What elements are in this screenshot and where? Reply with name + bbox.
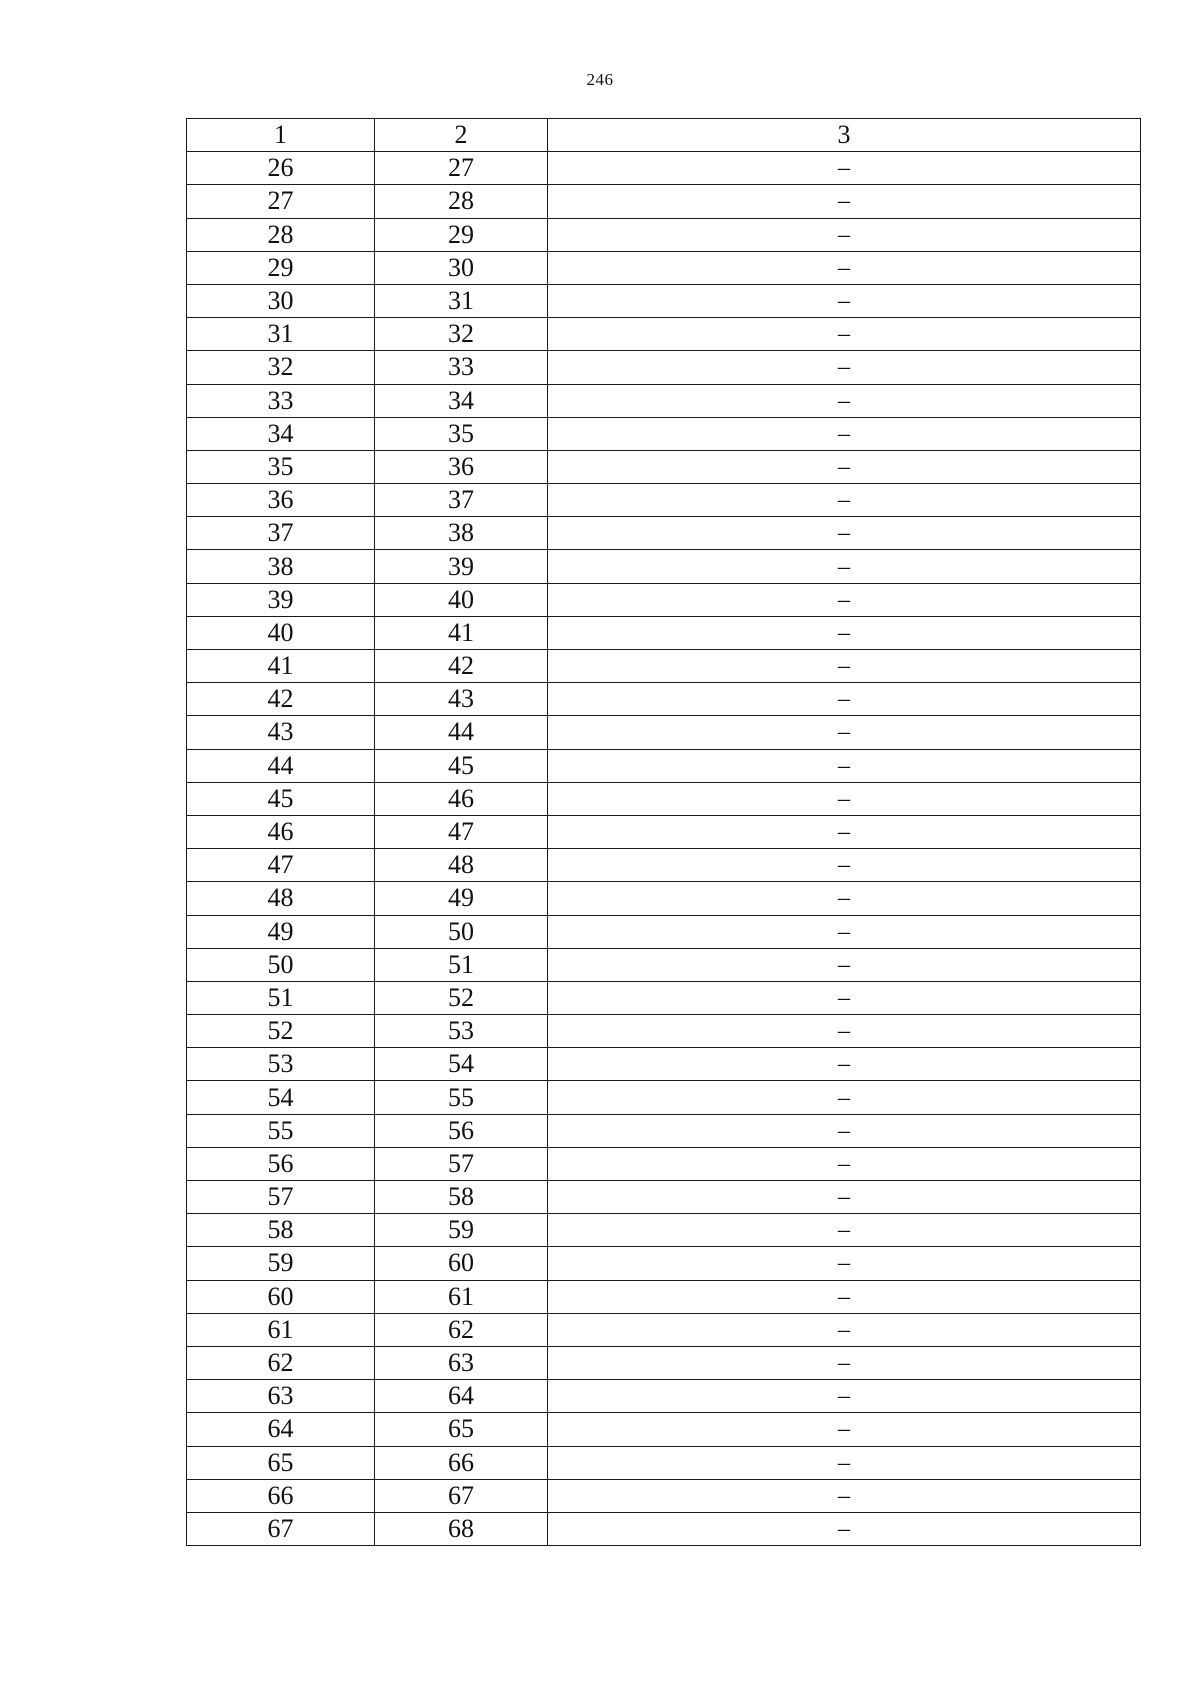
table-cell-col-2: 47 <box>375 815 548 848</box>
table-cell-col-3: – <box>548 1247 1141 1280</box>
table-cell-col-1: 35 <box>187 450 375 483</box>
table-cell-col-3: – <box>548 1048 1141 1081</box>
table-cell-col-3: – <box>548 716 1141 749</box>
table-cell-col-1: 54 <box>187 1081 375 1114</box>
table-cell-col-2: 63 <box>375 1346 548 1379</box>
table-cell-col-1: 41 <box>187 650 375 683</box>
table-cell-col-2: 46 <box>375 782 548 815</box>
table-cell-col-1: 46 <box>187 815 375 848</box>
table-cell-col-2: 55 <box>375 1081 548 1114</box>
table-cell-col-3: – <box>548 284 1141 317</box>
table-cell-col-2: 34 <box>375 384 548 417</box>
table-cell-col-2: 56 <box>375 1114 548 1147</box>
table-cell-col-2: 54 <box>375 1048 548 1081</box>
table-row <box>187 1280 1141 1313</box>
table-cell-col-2: 49 <box>375 882 548 915</box>
table-cell-col-2: 32 <box>375 318 548 351</box>
table-cell-col-2: 38 <box>375 517 548 550</box>
table-cell-col-1: 37 <box>187 517 375 550</box>
table-row <box>187 384 1141 417</box>
table-cell-col-3: – <box>548 1280 1141 1313</box>
table-cell-col-2: 48 <box>375 849 548 882</box>
table-cell-col-1: 32 <box>187 351 375 384</box>
table-cell-col-1: 31 <box>187 318 375 351</box>
table-cell-col-3: – <box>548 815 1141 848</box>
table-cell-col-3: – <box>548 1346 1141 1379</box>
table-cell-col-1: 34 <box>187 417 375 450</box>
table-cell-col-3: – <box>548 1313 1141 1346</box>
table-row <box>187 1512 1141 1545</box>
table-cell-col-2: 51 <box>375 948 548 981</box>
table-cell-col-2: 44 <box>375 716 548 749</box>
table-cell-col-3: – <box>548 450 1141 483</box>
table-cell-col-2: 58 <box>375 1181 548 1214</box>
table-cell-col-3: – <box>548 882 1141 915</box>
table-cell-col-2: 50 <box>375 915 548 948</box>
table-cell-col-2: 29 <box>375 218 548 251</box>
table-cell-col-3: – <box>548 1446 1141 1479</box>
table-cell-col-3: – <box>548 948 1141 981</box>
table-cell-col-1: 45 <box>187 782 375 815</box>
table-cell-col-2: 68 <box>375 1512 548 1545</box>
table-row <box>187 351 1141 384</box>
table-cell-col-2: 60 <box>375 1247 548 1280</box>
table-row <box>187 981 1141 1014</box>
table-cell-col-3: – <box>548 849 1141 882</box>
table-body <box>187 152 1141 1546</box>
table-cell-col-2: 53 <box>375 1015 548 1048</box>
table-row <box>187 517 1141 550</box>
table-cell-col-3: – <box>548 1081 1141 1114</box>
table-row <box>187 1479 1141 1512</box>
table-cell-col-1: 59 <box>187 1247 375 1280</box>
table-cell-col-1: 57 <box>187 1181 375 1214</box>
table-cell-col-2: 28 <box>375 185 548 218</box>
table-cell-col-3: – <box>548 782 1141 815</box>
table-cell-col-1: 26 <box>187 152 375 185</box>
table-cell-col-1: 33 <box>187 384 375 417</box>
table-cell-col-1: 47 <box>187 849 375 882</box>
table-cell-col-3: – <box>548 915 1141 948</box>
table-cell-col-3: – <box>548 1413 1141 1446</box>
table-row <box>187 1114 1141 1147</box>
table-row <box>187 915 1141 948</box>
table-cell-col-1: 55 <box>187 1114 375 1147</box>
table-cell-col-1: 36 <box>187 484 375 517</box>
table-cell-col-1: 65 <box>187 1446 375 1479</box>
table-cell-col-3: – <box>548 1214 1141 1247</box>
column-header-2: 2 <box>375 119 548 152</box>
table-row <box>187 1313 1141 1346</box>
table-row <box>187 152 1141 185</box>
table-cell-col-2: 59 <box>375 1214 548 1247</box>
table-cell-col-1: 66 <box>187 1479 375 1512</box>
table-cell-col-3: – <box>548 1147 1141 1180</box>
table-cell-col-3: – <box>548 1380 1141 1413</box>
table-cell-col-2: 62 <box>375 1313 548 1346</box>
table-row <box>187 318 1141 351</box>
table-cell-col-3: – <box>548 1479 1141 1512</box>
table-row <box>187 1346 1141 1379</box>
table-cell-col-1: 44 <box>187 749 375 782</box>
table-row <box>187 1380 1141 1413</box>
table-cell-col-1: 43 <box>187 716 375 749</box>
table-cell-col-3: – <box>548 650 1141 683</box>
table-row <box>187 849 1141 882</box>
table-cell-col-1: 53 <box>187 1048 375 1081</box>
table-cell-col-3: – <box>548 185 1141 218</box>
table-cell-col-3: – <box>548 1181 1141 1214</box>
column-header-1: 1 <box>187 119 375 152</box>
table-cell-col-2: 39 <box>375 550 548 583</box>
table-cell-col-2: 42 <box>375 650 548 683</box>
table-cell-col-3: – <box>548 152 1141 185</box>
table-cell-col-2: 40 <box>375 583 548 616</box>
table-cell-col-2: 37 <box>375 484 548 517</box>
table-cell-col-1: 62 <box>187 1346 375 1379</box>
table-row <box>187 749 1141 782</box>
page-number: 246 <box>586 70 614 89</box>
table-cell-col-1: 27 <box>187 185 375 218</box>
table-row <box>187 1147 1141 1180</box>
data-table <box>186 118 1141 1546</box>
table-cell-col-2: 33 <box>375 351 548 384</box>
table-row <box>187 284 1141 317</box>
table-row <box>187 1048 1141 1081</box>
table-row <box>187 185 1141 218</box>
table-cell-col-1: 40 <box>187 616 375 649</box>
table-cell-col-1: 39 <box>187 583 375 616</box>
table-cell-col-2: 41 <box>375 616 548 649</box>
table-row <box>187 1081 1141 1114</box>
table-cell-col-3: – <box>548 981 1141 1014</box>
table-row <box>187 1015 1141 1048</box>
table-row <box>187 716 1141 749</box>
table-cell-col-2: 64 <box>375 1380 548 1413</box>
table-cell-col-3: – <box>548 251 1141 284</box>
table-cell-col-1: 56 <box>187 1147 375 1180</box>
table-cell-col-3: – <box>548 218 1141 251</box>
table-row <box>187 650 1141 683</box>
table-cell-col-3: – <box>548 384 1141 417</box>
table-container <box>186 118 1141 1546</box>
table-cell-col-1: 64 <box>187 1413 375 1446</box>
table-cell-col-2: 30 <box>375 251 548 284</box>
table-row <box>187 616 1141 649</box>
table-cell-col-2: 52 <box>375 981 548 1014</box>
table-cell-col-2: 61 <box>375 1280 548 1313</box>
table-cell-col-2: 66 <box>375 1446 548 1479</box>
table-row <box>187 484 1141 517</box>
table-cell-col-3: – <box>548 517 1141 550</box>
table-row <box>187 218 1141 251</box>
table-cell-col-3: – <box>548 1114 1141 1147</box>
column-header-3: 3 <box>548 119 1141 152</box>
table-cell-col-3: – <box>548 1015 1141 1048</box>
table-cell-col-1: 30 <box>187 284 375 317</box>
table-row <box>187 1181 1141 1214</box>
table-cell-col-3: – <box>548 749 1141 782</box>
table-cell-col-1: 29 <box>187 251 375 284</box>
table-row <box>187 417 1141 450</box>
table-row <box>187 815 1141 848</box>
table-row <box>187 782 1141 815</box>
table-row <box>187 1247 1141 1280</box>
table-cell-col-1: 67 <box>187 1512 375 1545</box>
table-cell-col-1: 49 <box>187 915 375 948</box>
table-cell-col-1: 38 <box>187 550 375 583</box>
table-cell-col-1: 50 <box>187 948 375 981</box>
table-cell-col-2: 45 <box>375 749 548 782</box>
table-row <box>187 1413 1141 1446</box>
table-cell-col-1: 42 <box>187 683 375 716</box>
table-cell-col-3: – <box>548 318 1141 351</box>
header-row <box>187 119 1141 152</box>
table-cell-col-2: 36 <box>375 450 548 483</box>
table-cell-col-2: 27 <box>375 152 548 185</box>
table-cell-col-1: 61 <box>187 1313 375 1346</box>
table-row <box>187 683 1141 716</box>
table-cell-col-3: – <box>548 550 1141 583</box>
table-cell-col-1: 52 <box>187 1015 375 1048</box>
table-row <box>187 251 1141 284</box>
table-row <box>187 1214 1141 1247</box>
table-cell-col-2: 43 <box>375 683 548 716</box>
table-row <box>187 1446 1141 1479</box>
table-cell-col-1: 58 <box>187 1214 375 1247</box>
table-cell-col-1: 63 <box>187 1380 375 1413</box>
table-row <box>187 550 1141 583</box>
table-cell-col-3: – <box>548 683 1141 716</box>
table-cell-col-1: 60 <box>187 1280 375 1313</box>
table-cell-col-2: 65 <box>375 1413 548 1446</box>
table-row <box>187 948 1141 981</box>
table-cell-col-1: 48 <box>187 882 375 915</box>
table-row <box>187 450 1141 483</box>
table-row <box>187 583 1141 616</box>
table-cell-col-3: – <box>548 351 1141 384</box>
table-cell-col-3: – <box>548 616 1141 649</box>
table-cell-col-3: – <box>548 583 1141 616</box>
table-cell-col-3: – <box>548 484 1141 517</box>
table-cell-col-3: – <box>548 1512 1141 1545</box>
table-cell-col-1: 28 <box>187 218 375 251</box>
table-cell-col-2: 35 <box>375 417 548 450</box>
table-cell-col-2: 67 <box>375 1479 548 1512</box>
table-cell-col-1: 51 <box>187 981 375 1014</box>
table-cell-col-2: 57 <box>375 1147 548 1180</box>
table-cell-col-2: 31 <box>375 284 548 317</box>
table-row <box>187 882 1141 915</box>
table-cell-col-3: – <box>548 417 1141 450</box>
